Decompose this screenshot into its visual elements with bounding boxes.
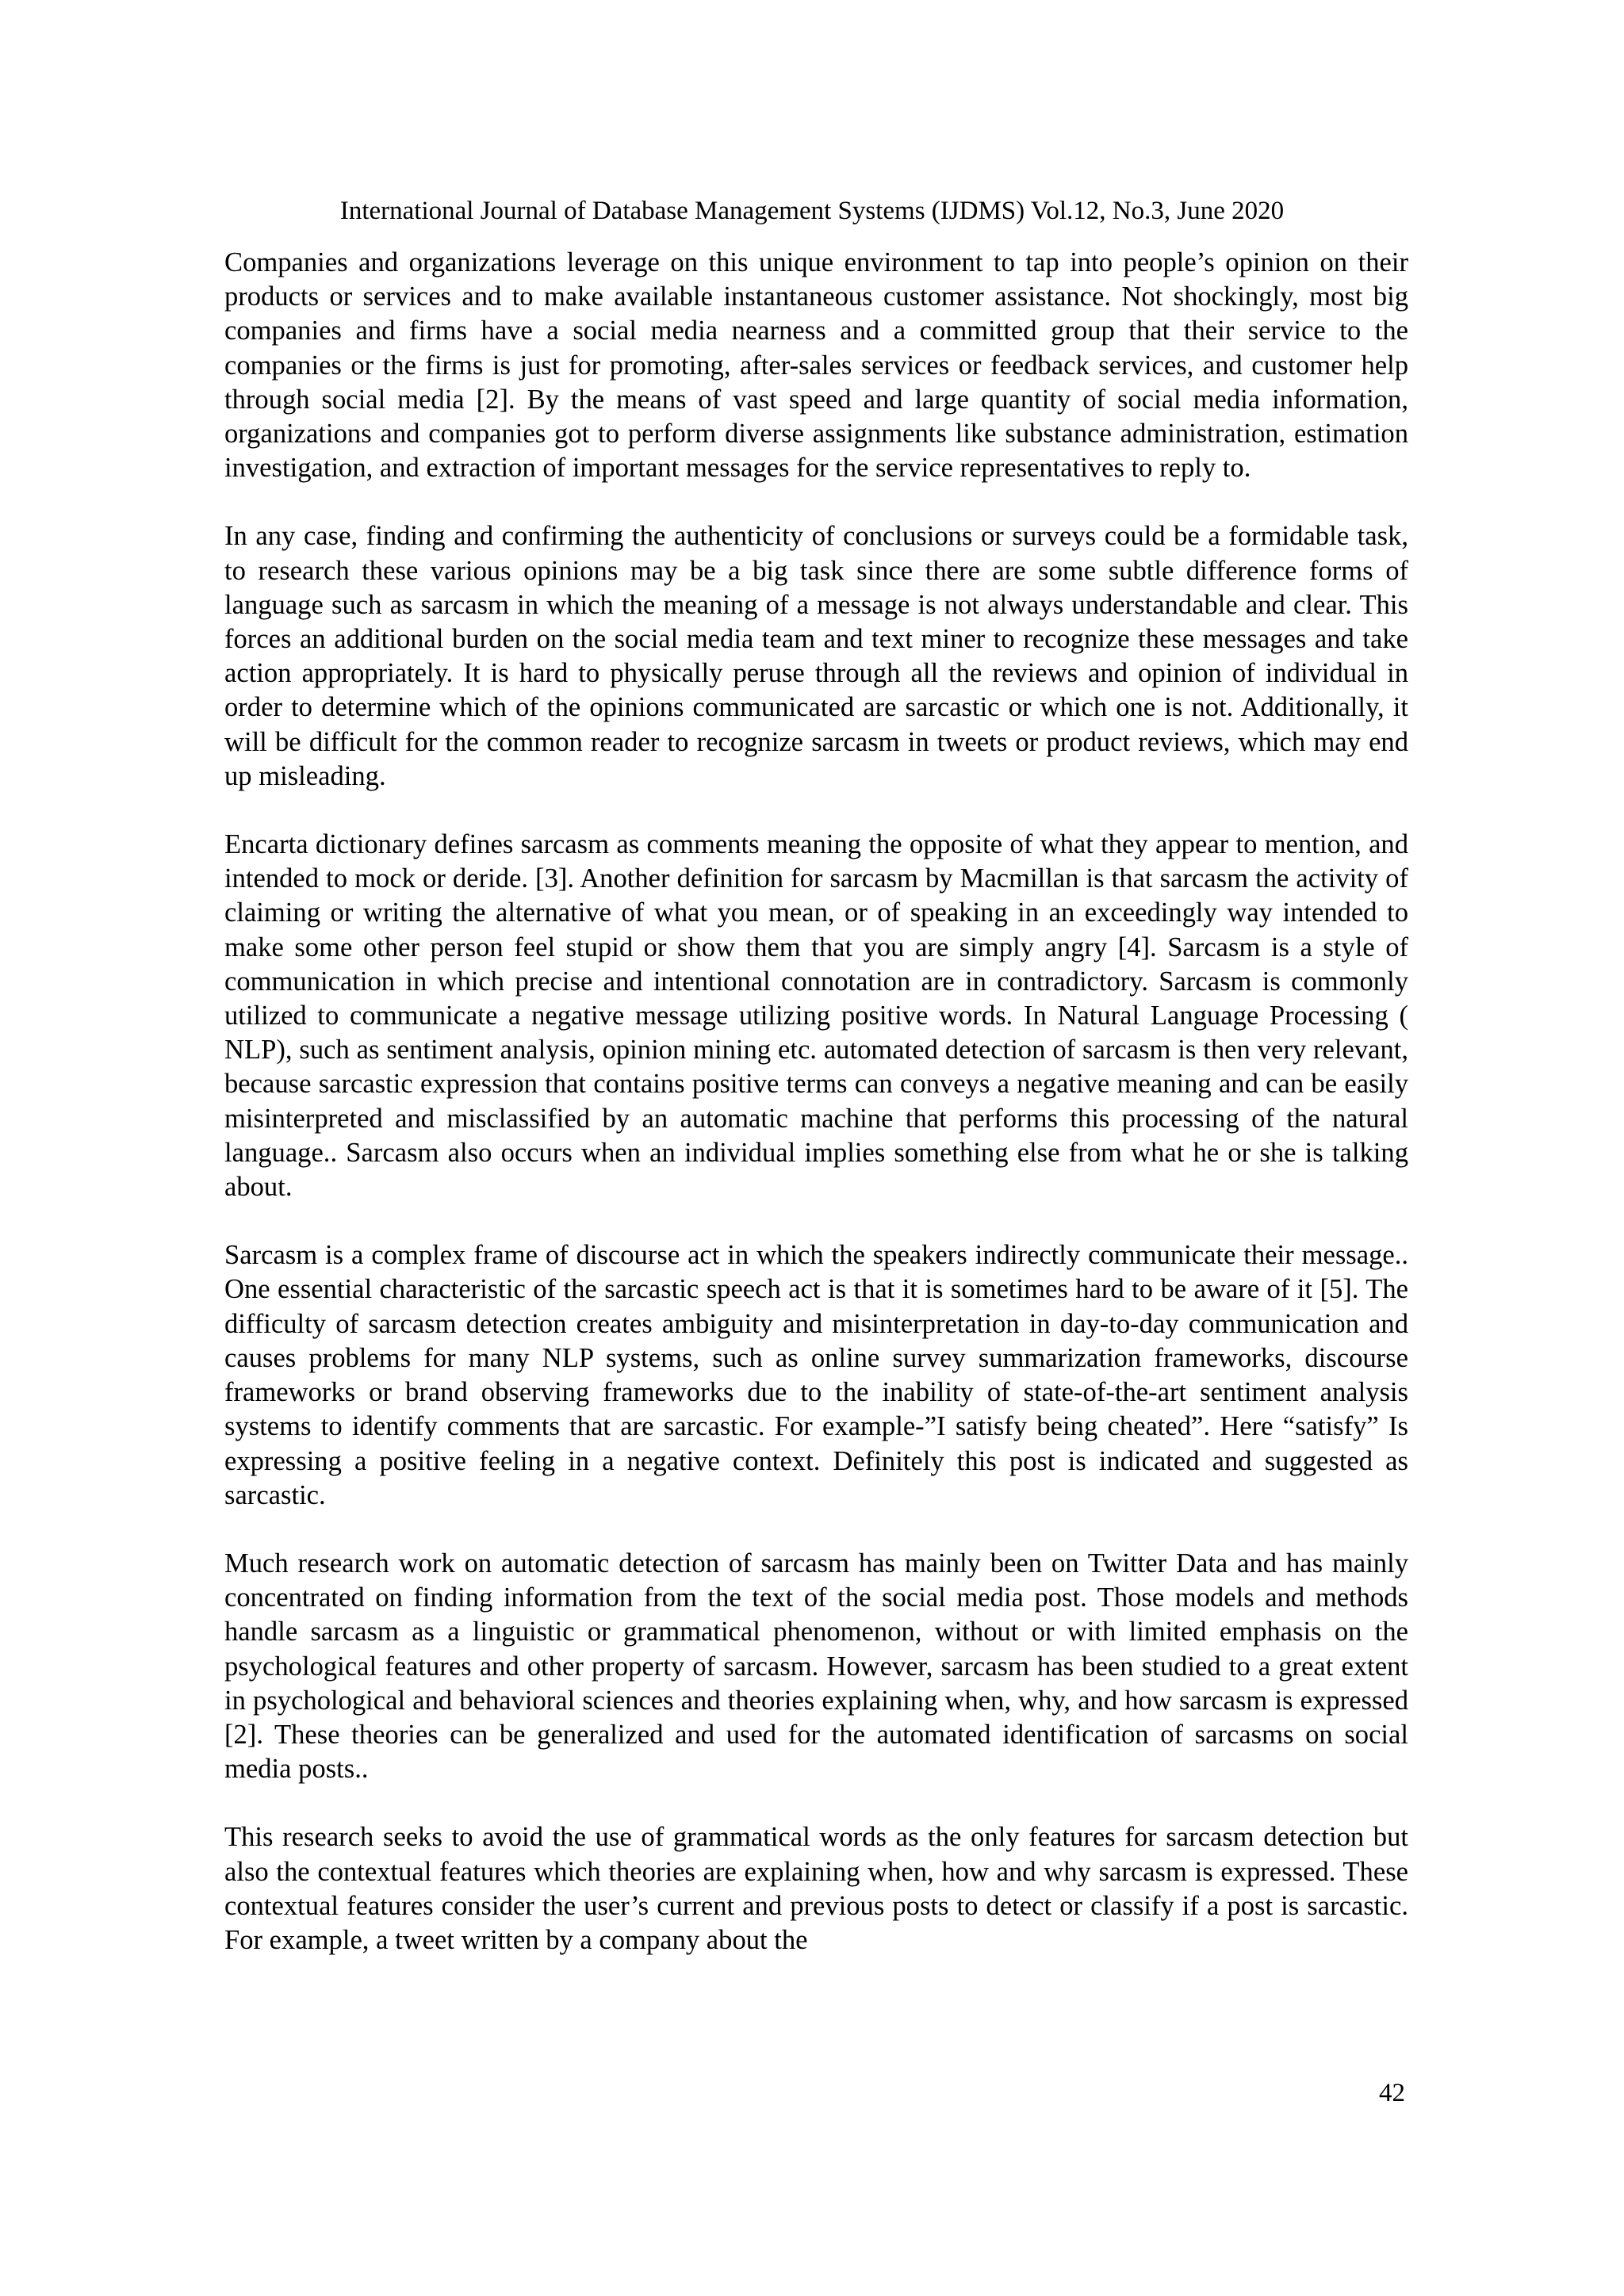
paragraph: Companies and organizations leverage on this unique environment to tap into people’s opinion on their products or services and to make available instantaneous customer assistance. Not shockingly, most big companies and firms have a social media nearness and a committed group that their service to the companies or the firms is just for promoting, after-sales services or feedback services, and customer help through social media [2]. By the means of vast speed and large quantity of social media information, organizations and companies got to perform diverse assignments like substance administration, estimation investigation, and extraction of important messages for the service representatives to reply to. bbox=[224, 247, 1408, 484]
paragraph: Sarcasm is a complex frame of discourse act in which the speakers indirectly communicate their message.. One essential characteristic of the sarcastic speech act is that it is sometimes hard to be aware of it [5]. The difficulty of sarcasm detection creates ambiguity and misinterpretation in day-to-day communication and causes problems for many NLP systems, such as online survey summarization frameworks, discourse frameworks or brand observing frameworks due to the inability of state-of-the-art sentiment analysis systems to identify comments that are sarcastic. For example-”I satisfy being cheated”. Here “satisfy” Is expressing a positive feeling in a negative context. Definitely this post is indicated and suggested as sarcastic. bbox=[224, 1240, 1408, 1510]
paragraph: In any case, finding and confirming the authenticity of conclusions or surveys could be a formidable task, to research these various opinions may be a big task since there are some subtle difference forms of language such as sarcasm in which the meaning of a message is not always understandable and clear. This forces an additional burden on the social media team and text miner to recognize these messages and take action appropriately. It is hard to physically peruse through all the reviews and opinion of individual in order to determine which of the opinions communicated are sarcastic or which one is not. Additionally, it will be difficult for the common reader to recognize sarcasm in tweets or product reviews, which may end up misleading. bbox=[224, 521, 1408, 791]
paragraph: This research seeks to avoid the use of grammatical words as the only features for sarcasm detection but also the contextual features which theories are explaining when, how and why sarcasm is expressed. These contextual features consider the user’s current and previous posts to detect or classify if a post is sarcastic. For example, a tweet written by a company about the bbox=[224, 1822, 1408, 1955]
running-header: International Journal of Database Management Systems (IJDMS) Vol.12, No.3, June 2020 bbox=[339, 197, 1285, 225]
paragraph: Encarta dictionary defines sarcasm as comments meaning the opposite of what they appear to mention, and intended to mock or deride. [3]. Another definition for sarcasm by Macmillan is that sarcasm the activity of claiming or writing the alternative of what you mean, or of speaking in an exceedingly way intended to make some other person feel stupid or show them that you are simply angry [4]. Sarcasm is a style of communication in which precise and intentional connotation are in contradictory. Sarcasm is commonly utilized to communicate a negative message utilizing positive words. In Natural Language Processing ( NLP), such as sentiment analysis, opinion mining etc. automated detection of sarcasm is then very relevant, because sarcastic expression that contains positive terms can conveys a negative meaning and can be easily misinterpreted and misclassified by an automatic machine that performs this processing of the natural language.. Sarcasm also occurs when an individual implies something else from what he or she is talking about. bbox=[224, 829, 1408, 1203]
article-body bbox=[224, 246, 1408, 1957]
paragraph: Much research work on automatic detection of sarcasm has mainly been on Twitter Data and has mainly concentrated on finding information from the text of the social media post. Those models and methods handle sarcasm as a linguistic or grammatical phenomenon, without or with limited emphasis on the psychological features and other property of sarcasm. However, sarcasm has been studied to a great extent in psychological and behavioral sciences and theories explaining when, why, and how sarcasm is expressed [2]. These theories can be generalized and used for the automated identification of sarcasms on social media posts.. bbox=[224, 1548, 1408, 1785]
page-number: 42 bbox=[1379, 2079, 1405, 2107]
